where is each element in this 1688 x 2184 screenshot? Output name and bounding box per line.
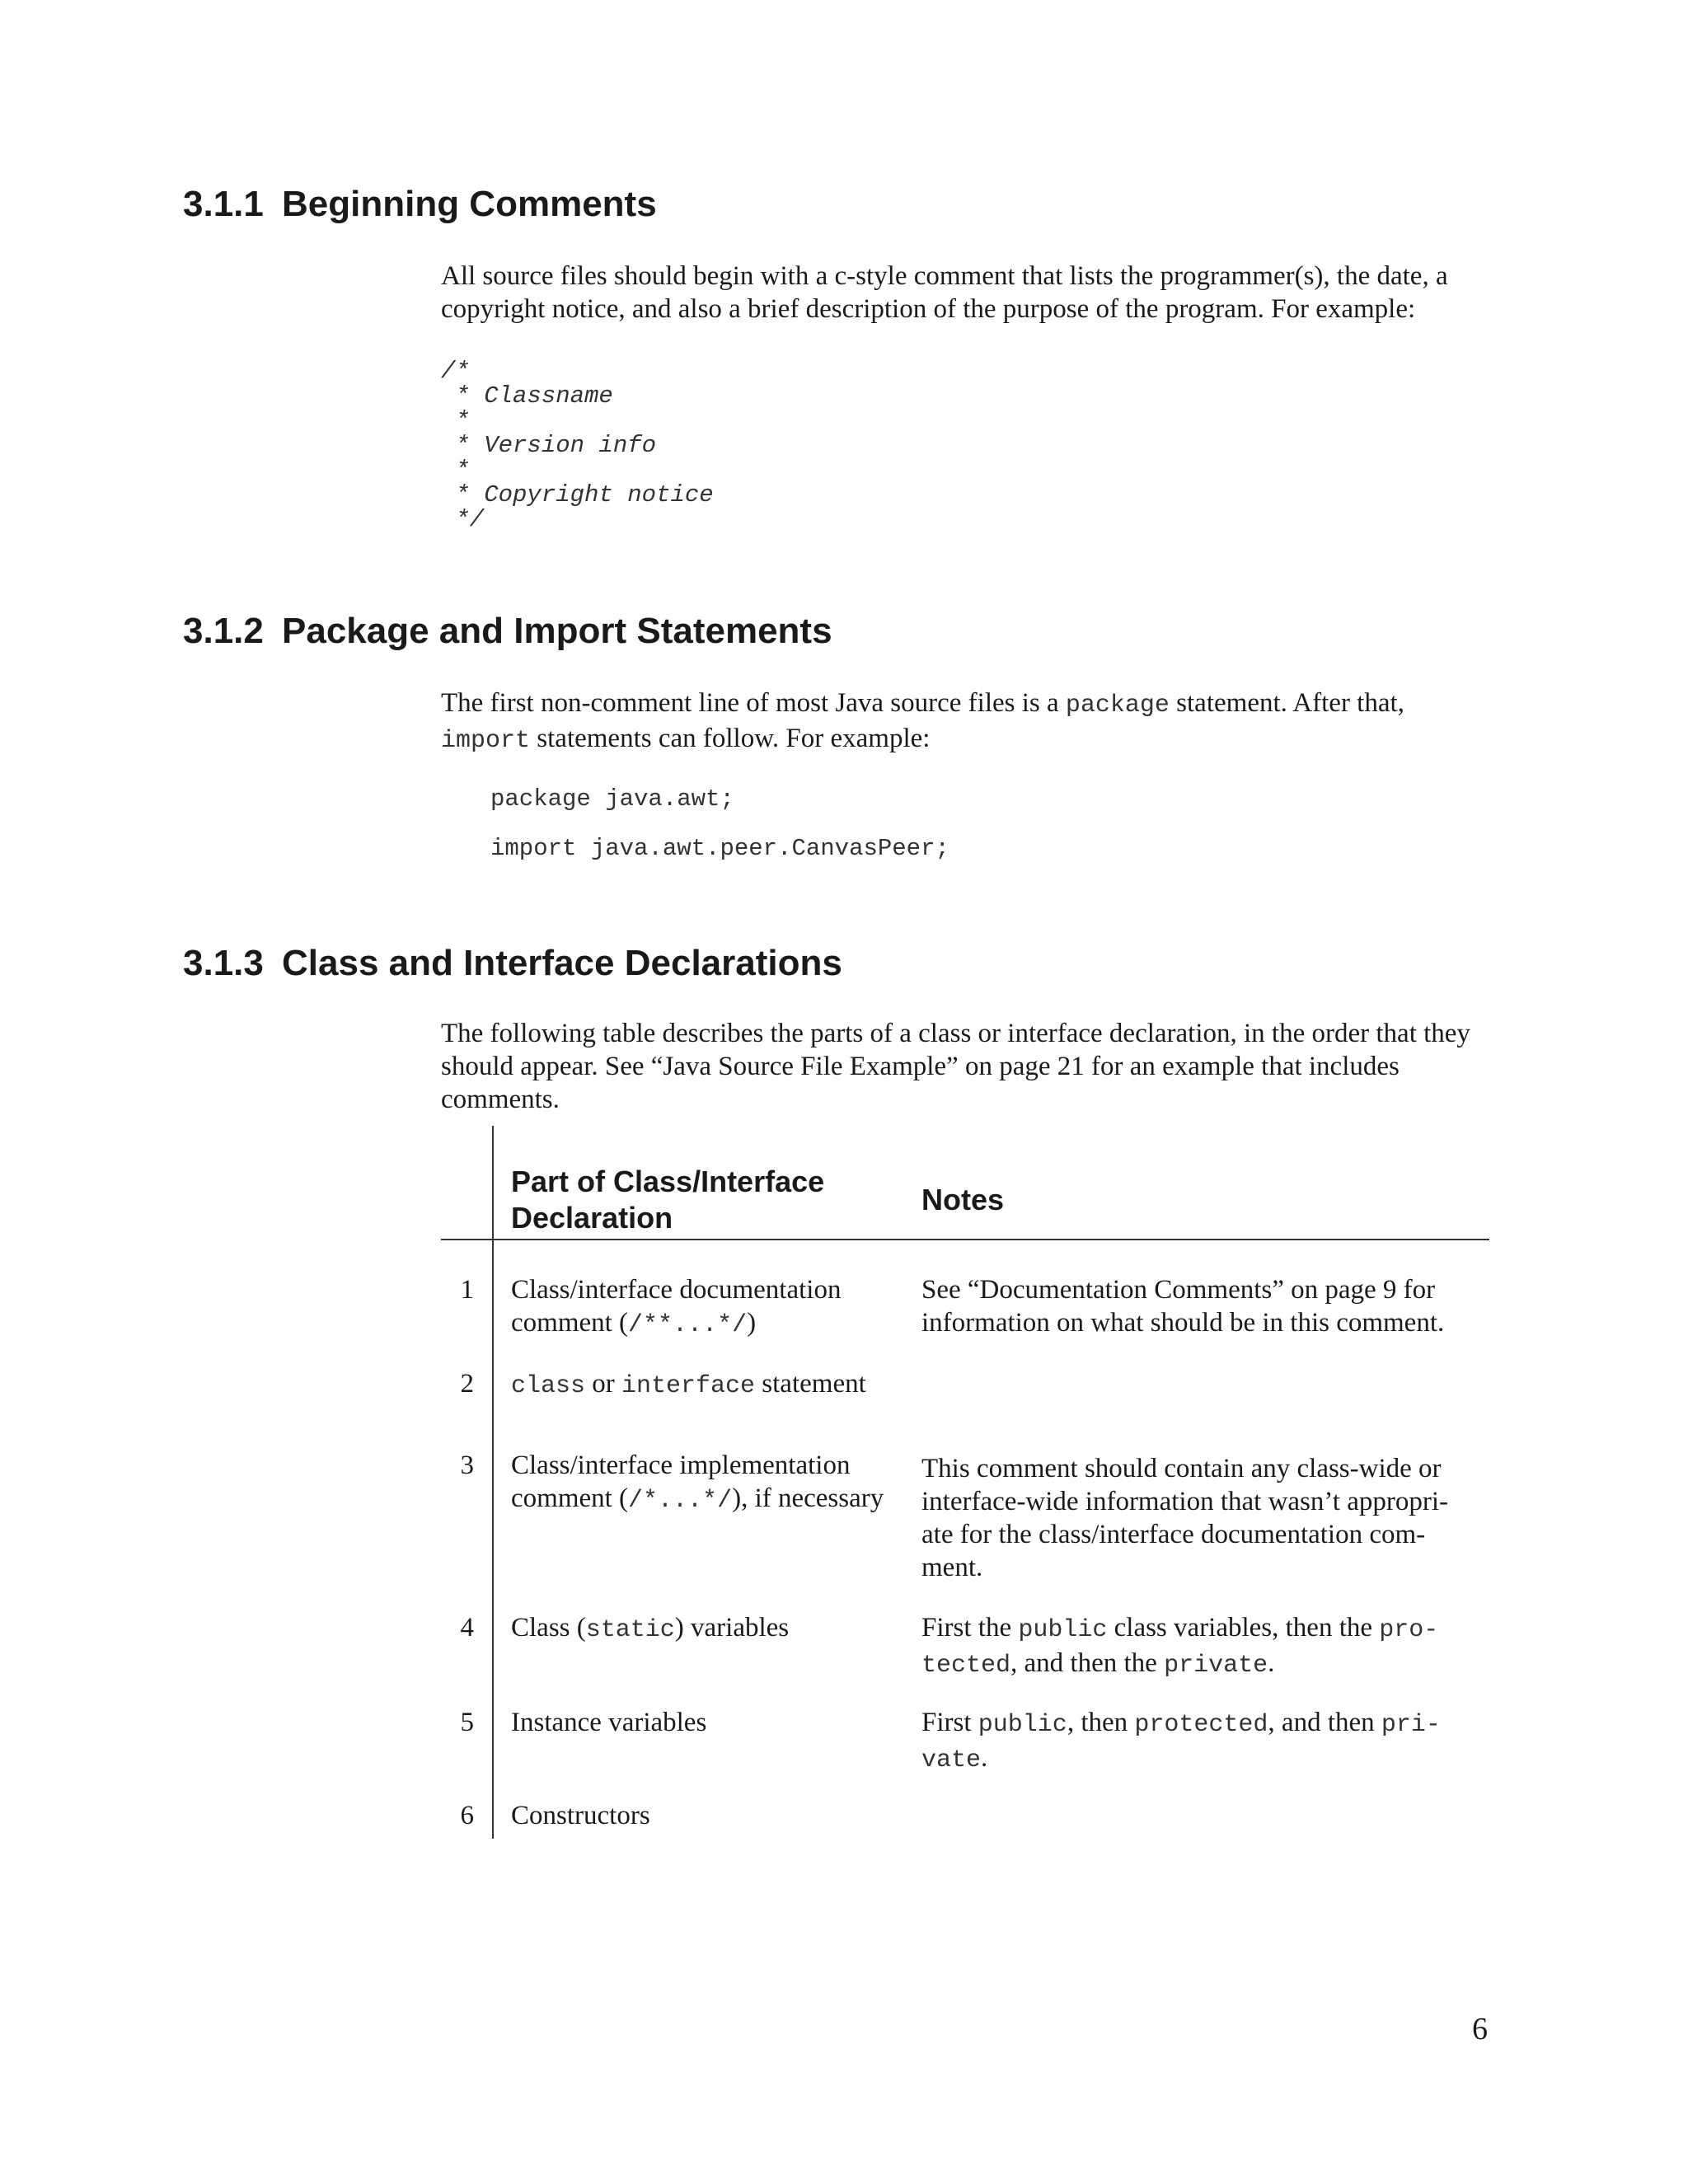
section-number: 3.1.1 bbox=[183, 184, 264, 224]
code-package-statement: package java.awt; bbox=[490, 785, 734, 813]
inline-code: import bbox=[441, 727, 531, 755]
section-heading-beginning-comments bbox=[183, 186, 657, 223]
section-title: Package and Import Statements bbox=[282, 611, 832, 651]
section-number: 3.1.3 bbox=[183, 943, 264, 983]
inline-code: pro-tected bbox=[921, 1616, 1439, 1680]
text-run: Class/interface documentation comment ( bbox=[511, 1275, 842, 1338]
section-heading-package-import bbox=[183, 613, 832, 649]
text-run: Class ( bbox=[511, 1613, 586, 1643]
text-run: , and then the bbox=[1010, 1648, 1165, 1678]
text-run: ) bbox=[747, 1308, 757, 1338]
text-run: statement bbox=[755, 1369, 866, 1399]
section-title: Beginning Comments bbox=[282, 184, 657, 224]
row-number: 1 bbox=[460, 1275, 474, 1305]
cell-notes: See “Documentation Comments” on page 9 for information on what should be in this comment. bbox=[921, 1275, 1445, 1338]
text-run: statement. After that, bbox=[1169, 688, 1404, 718]
inline-code: interface bbox=[621, 1372, 756, 1400]
text-run: ) variables bbox=[674, 1613, 790, 1643]
code-example-comment: /* * Classname * * Version info * * Copyright notice */ bbox=[441, 358, 714, 533]
text-run: . bbox=[1268, 1648, 1275, 1678]
inline-code: package bbox=[1065, 691, 1170, 719]
row-number: 6 bbox=[460, 1801, 474, 1830]
cell-notes bbox=[921, 1611, 1474, 1682]
section-heading-class-interface bbox=[183, 945, 842, 982]
table-header-part: Part of Class/Interface Declaration bbox=[511, 1165, 825, 1235]
section-title: Class and Interface Declarations bbox=[282, 943, 842, 983]
inline-code: private bbox=[1164, 1652, 1268, 1680]
inline-code: protected bbox=[1134, 1711, 1268, 1739]
text-run: , then bbox=[1067, 1708, 1135, 1737]
cell-part: Instance variables bbox=[511, 1708, 707, 1737]
inline-code: public bbox=[978, 1711, 1067, 1739]
inline-code: public bbox=[1018, 1616, 1108, 1644]
text-run: Class/interface implementation comment ( bbox=[511, 1451, 851, 1513]
inline-code: /**...*/ bbox=[628, 1311, 748, 1339]
table-header-notes: Notes bbox=[921, 1183, 1005, 1216]
text-run: The first non-comment line of most Java source files is a bbox=[441, 688, 1066, 718]
inline-code: pri-vate bbox=[921, 1711, 1441, 1774]
cell-notes: This comment should contain any class-wide or interface-wide information that wasn’t appropri-ate for the class/interface documentation com-ment. bbox=[921, 1454, 1448, 1582]
text-run: ), if necessary bbox=[732, 1483, 884, 1513]
row-number: 5 bbox=[460, 1708, 474, 1737]
section-paragraph: The following table describes the parts of a class or interface declaration, in the order that they should appear. See “Java Source File Example” on page 21 for an example that includes comments. bbox=[441, 1019, 1470, 1114]
cell-part bbox=[511, 1367, 898, 1403]
text-run: First the bbox=[921, 1613, 1019, 1643]
row-number: 3 bbox=[460, 1451, 474, 1480]
section-number: 3.1.2 bbox=[183, 611, 264, 651]
table-vertical-rule bbox=[492, 1126, 494, 1839]
table-header-rule bbox=[441, 1239, 1489, 1240]
text-run: , and then bbox=[1268, 1708, 1381, 1737]
inline-code: /*...*/ bbox=[628, 1487, 733, 1515]
cell-notes bbox=[921, 1706, 1474, 1777]
section-paragraph bbox=[441, 687, 1479, 757]
inline-code: class bbox=[511, 1372, 586, 1400]
inline-code: static bbox=[585, 1616, 675, 1644]
cell-part bbox=[511, 1273, 898, 1342]
code-import-statement: import java.awt.peer.CanvasPeer; bbox=[490, 835, 950, 862]
row-number: 2 bbox=[460, 1369, 474, 1399]
cell-part bbox=[511, 1449, 898, 1517]
text-run: statements can follow. For example: bbox=[530, 724, 931, 753]
text-run: First bbox=[921, 1708, 978, 1737]
text-run: . bbox=[981, 1743, 988, 1773]
cell-part bbox=[511, 1611, 898, 1647]
page-number: 6 bbox=[1472, 2012, 1488, 2046]
text-run: class variables, then the bbox=[1107, 1613, 1380, 1643]
section-paragraph: All source files should begin with a c-style comment that lists the programmer(s), the date, a copyright notice, and also a brief description of the purpose of the program. For example: bbox=[441, 261, 1448, 324]
row-number: 4 bbox=[460, 1613, 474, 1643]
cell-part: Constructors bbox=[511, 1801, 650, 1830]
text-run: or bbox=[585, 1369, 622, 1399]
